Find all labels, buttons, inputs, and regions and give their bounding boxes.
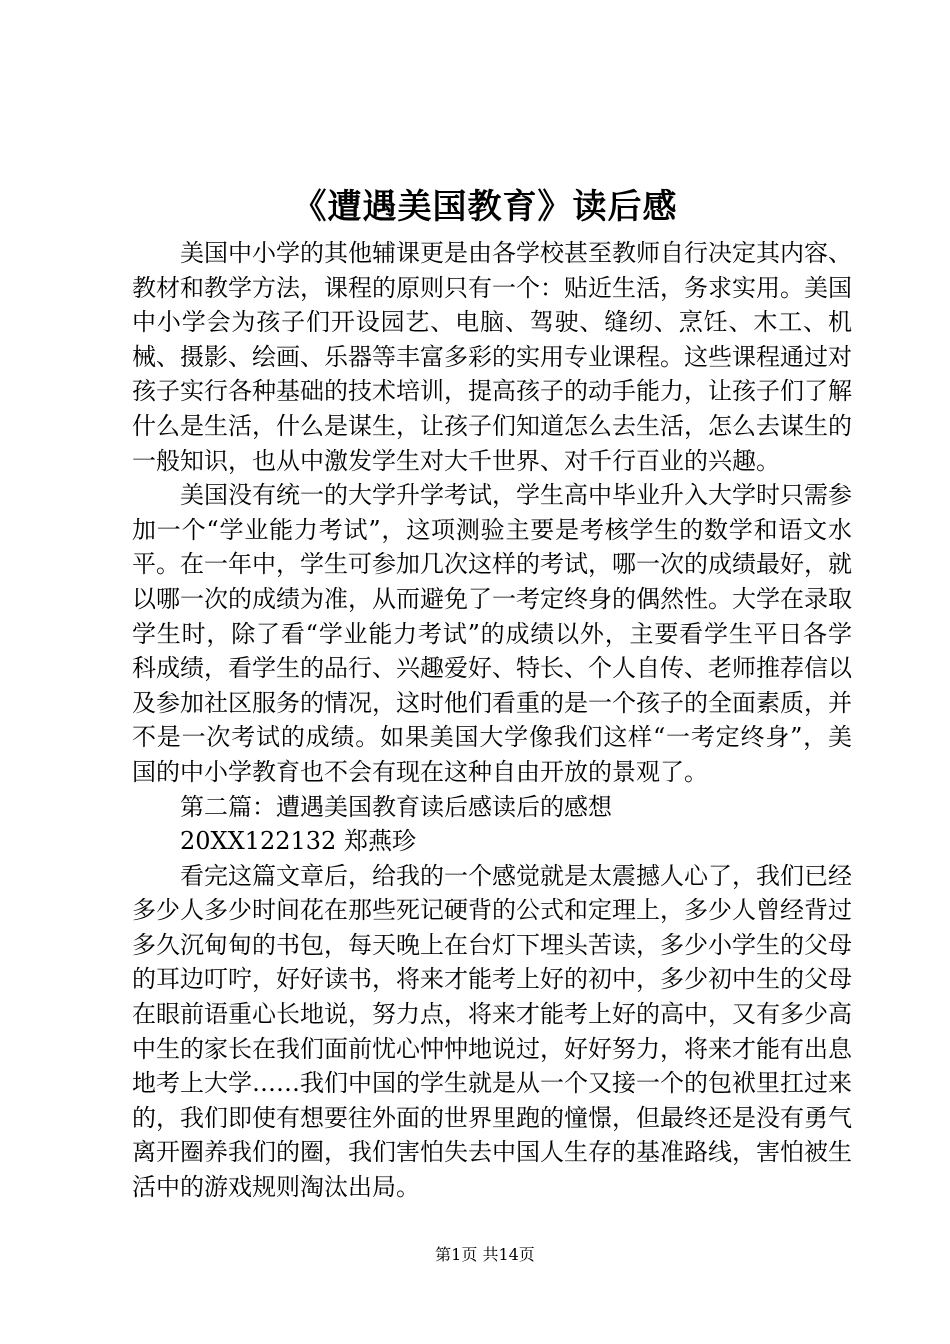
document-body (132, 236, 852, 1205)
paragraph: 看完这篇文章后，给我的一个感觉就是太震撼人心了，我们已经多少人多少时间花在那些死记硬背的公式和定理上，多少人曾经背过多久沉甸甸的书包，每天晚上在台灯下埋头苦读，多少小学生的父母的耳边叮咛，好好读书，将来才能考上好的初中，多少初中生的父母在眼前语重心长地说，努力点，将来才能考上好的高中，又有多少高中生的家长在我们面前忧心忡忡地说过，好好努力，将来才能有出息地考上大学……我们中国的学生就是从一个又接一个的包袱里扛过来的，我们即使有想要往外面的世界里跑的憧憬，但最终还是没有勇气离开圈养我们的圈，我们害怕失去中国人生存的基准路线，害怕被生活中的游戏规则淘汰出局。 (132, 861, 852, 1202)
document-title: 《遭遇美国教育》读后感 (292, 187, 678, 227)
paragraph: 美国没有统一的大学升学考试，学生高中毕业升入大学时只需参加一个“学业能力考试”，这项测验主要是考核学生的数学和语文水平。在一年中，学生可参加几次这样的考试，哪一次的成绩最好，就以哪一次的成绩为准，从而避免了一考定终身的偶然性。大学在录取学生时，除了看“学业能力考试”的成绩以外，主要看学生平日各学科成绩，看学生的品行、兴趣爱好、特长、个人自传、老师推荐信以及参加社区服务的情况，这时他们看重的是一个孩子的全面素质，并不是一次考试的成绩。如果美国大学像我们这样“一考定终身”，美国的中小学教育也不会有现在这种自由开放的景观了。 (132, 481, 852, 786)
paragraph: 美国中小学的其他辅课更是由各学校甚至教师自行决定其内容、教材和教学方法，课程的原则只有一个：贴近生活，务求实用。美国中小学会为孩子们开设园艺、电脑、驾驶、缝纫、烹饪、木工、机械、摄影、绘画、乐器等丰富多彩的实用专业课程。这些课程通过对孩子实行各种基础的技术培训，提高孩子的动手能力，让孩子们了解什么是生活，什么是谋生，让孩子们知道怎么去生活，怎么去谋生的一般知识，也从中激发学生对大千世界、对千行百业的兴趣。 (132, 239, 852, 475)
author-line: 20XX122132 郑燕珍 (180, 827, 416, 856)
page-footer: 第1页 共14页 (435, 1245, 535, 1264)
section-heading: 第二篇：遭遇美国教育读后感读后的感想 (180, 792, 612, 821)
